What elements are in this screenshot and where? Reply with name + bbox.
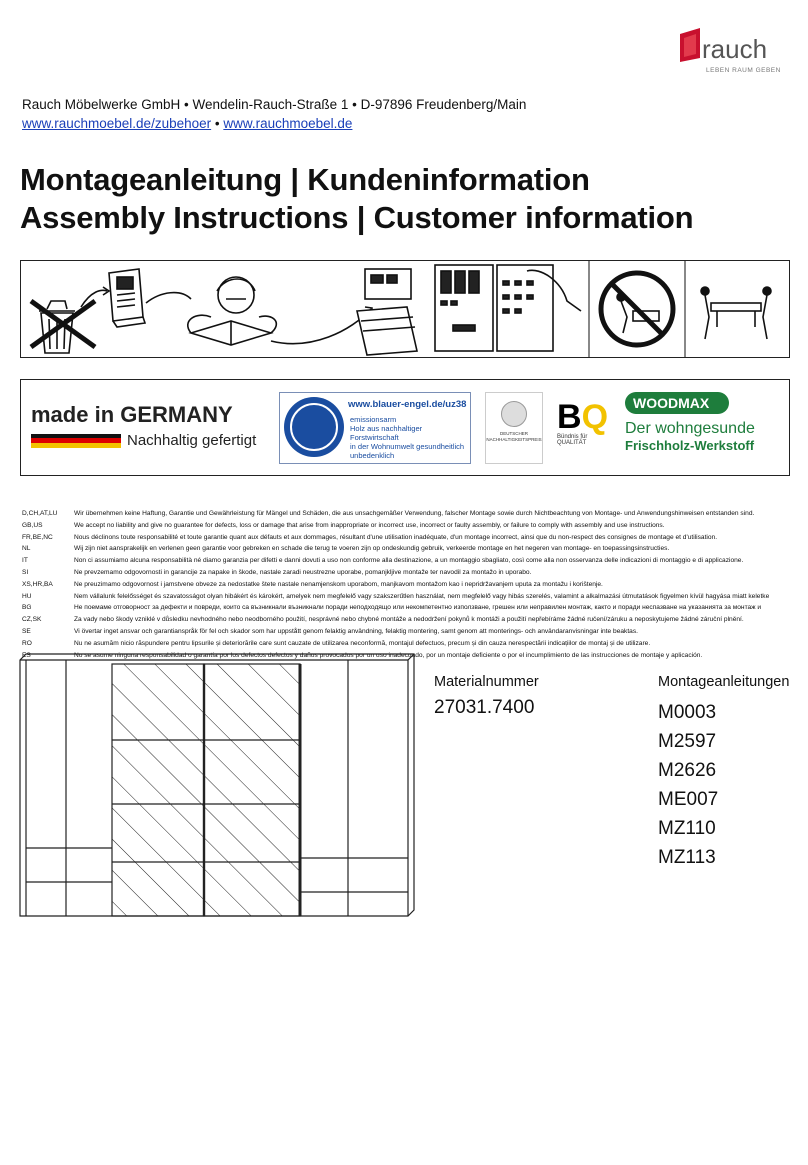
booklet-icon	[109, 269, 145, 327]
liability-disclaimer	[22, 508, 792, 661]
title-line-de: Montageanleitung | Kundeninformation	[20, 162, 590, 197]
blauer-engel-badge	[279, 392, 471, 464]
accessories-link[interactable]: www.rauchmoebel.de/zubehoer	[22, 116, 212, 131]
person-reading-icon	[188, 277, 277, 345]
disclaimer-row: SE Vi övertar inget ansvar och garantianspråk för fel och skador som har uppstått genom felaktig användning, felaktig montering, samt genom att monterings- och användaranvisningar inte beaktas.	[22, 627, 638, 635]
disclaimer-row: BG Не поемаме отговорност за дефекти и повреди, които са възникнали възникнали поради неподходящо или некомпетентно използване, грешен или неправилен монтаж, както и поради неспазване на указанията за монтаж и	[22, 604, 762, 612]
disclaimer-row: XS,HR,BA Ne preuzimamo odgovornost i jamstvene obveze za nedostatke štete nastale nenamjenskom uporabom, manjkavom montažom kao i nepridržavanjem uputa za montažu i korištenje.	[22, 580, 603, 588]
instruction-code: M0003	[658, 702, 717, 723]
material-number-label: Materialnummer	[434, 674, 539, 690]
instruction-code: M2626	[658, 760, 717, 781]
instruction-code: MZ113	[658, 847, 716, 868]
folder-icon	[357, 269, 417, 355]
bq-sub-text: Bündnis für QUALITÄT	[557, 434, 588, 446]
disclaimer-row: RO Nu ne asumăm nicio răspundere pentru lipsurile și deteriorările care sunt cauzate de utilizarea neconformă, montajul defectuos, precum și din cauza nerespectării indicațiilor de montaj și de utilizare.	[22, 639, 651, 647]
blauer-engel-url: www.blauer-engel.de/uz38	[348, 399, 467, 410]
disclaimer-row: NL Wij zijn niet aansprakelijk en verlenen geen garantie voor gebreken en schade die terug te voeren zijn op ondeskundig gebruik, verkeerde montage en het negeren van montage- en toepassingsinstructies.	[22, 545, 670, 553]
sustainability-award-badge	[485, 392, 543, 464]
company-address	[22, 95, 526, 133]
instruction-code: ME007	[658, 789, 719, 810]
certification-box	[20, 379, 790, 476]
be-point: emissionsarm	[350, 415, 397, 424]
rauch-logo	[662, 28, 792, 76]
disclaimer-row: HU Nem vállalunk felelősséget és szavatosságot olyan hibákért és károkért, amelyek nem megfelelő vagy szakszerűtlen használat, nem megfelelő vagy hibás szerelés, valamint a alkalmazási útmutatások figyelmen kívül hagyása miatt keletke	[22, 592, 770, 600]
arrow-icon	[146, 293, 191, 303]
woodmax-logo: WOODMAX	[625, 392, 729, 414]
material-number-value: 27031.7400	[434, 697, 535, 718]
instruction-code: M2597	[658, 731, 717, 752]
woodmax-sub2: Frischholz-Werkstoff	[625, 438, 755, 453]
disclaimer-row: SI Ne prevzemamo odgovornosti in garancije za napake in škode, nastale zaradi neustrezne uporabe, pomanjkljive montaže ter navodil za montažo in uporabo.	[22, 568, 532, 576]
bq-quality-badge: BQ Bündnis für QUALITÄT	[557, 398, 609, 446]
page-title	[20, 161, 693, 237]
disclaimer-row: IT Non ci assumiamo alcuna responsabilità né diamo garanzia per difetti e danni dovuti a uso non conforme alla destinazione, a un montaggio sbagliato, così come alla non osservanza delle indicazioni di montaggio e di applicazione.	[22, 557, 744, 565]
disclaimer-row: FR,BE,NC Nous déclinons toute responsabilité et toute garantie quant aux défauts et aux dommages, résultant d'une utilisation inadéquate, d'un montage incorrect, ainsi que du non-respect des consignes de montage et d'utilisation.	[22, 533, 718, 541]
brand-name: rauch	[702, 34, 768, 64]
link-separator: •	[211, 116, 224, 131]
instructions-label: Montageanleitungen	[658, 674, 790, 690]
title-line-en: Assembly Instructions | Customer information	[20, 200, 694, 235]
award-text: DEUTSCHER NACHHALTIGKEITSPREIS	[486, 431, 542, 442]
disclaimer-row: GB,US We accept no liability and give no guarantee for defects, loss or damage that arise from inappropriate or incorrect use, incorrect or faulty assembly, or failure to comply with assembly and use instructions.	[22, 521, 665, 529]
disclaimer-row: ES No se asume ninguna responsabilidad o garantía por los defectos defectos y daños provocados por un uso inadecuado, por un montaje deficiente o por el incumplimiento de las instrucciones de montaje y aplicación.	[22, 651, 703, 659]
address-line: Rauch Möbelwerke GmbH • Wendelin-Rauch-Straße 1 • D-97896 Freudenberg/Main	[22, 97, 527, 112]
arrow-icon	[271, 309, 371, 344]
blauer-engel-seal-icon	[284, 397, 344, 457]
document-hand-icon	[435, 265, 581, 351]
homepage-link[interactable]: www.rauchmoebel.de	[223, 116, 353, 131]
be-point: Holz aus nachhaltiger Forstwirtschaft	[350, 424, 423, 442]
two-persons-lifting-icon	[701, 287, 771, 339]
brand-tagline: LEBEN RAUM GEBEN	[706, 67, 781, 74]
wardrobe-drawing	[18, 652, 422, 922]
disclaimer-row: D,CH,AT,LU Wir übernehmen keine Haftung, Garantie und Gewährleistung für Mängel und Schäden, die aus unsachgemäßer Verwendung, falscher Montage sowie durch Nichtbeachtung von Montage- und Anwendungshinweisen entstanden sind.	[22, 510, 755, 517]
instructions-list	[658, 698, 718, 872]
pictogram-illustrations	[21, 261, 789, 357]
instruction-code: MZ110	[658, 818, 716, 839]
made-in-germany-badge	[31, 402, 281, 449]
no-single-person-icon	[601, 273, 673, 345]
trash-bin-crossed-icon	[31, 301, 95, 353]
award-medal-icon	[501, 401, 527, 427]
pictogram-box	[20, 260, 790, 358]
made-in-text: made in GERMANY	[31, 402, 233, 427]
woodmax-badge	[625, 392, 785, 453]
disclaimer-row: CZ,SK Za vady nebo škody vzniklé v důsledku nevhodného nebo neodborného použití, nesprávné nebo chybné montáže a nedodržení pokynů k montáži a použití nepřebíráme žádné ručení/záruku a neposkytujeme žádné záruční plnění.	[22, 616, 744, 624]
sustainable-text: Nachhaltig gefertigt	[127, 432, 257, 449]
german-flag-icon	[31, 434, 121, 448]
woodmax-sub1: Der wohngesunde	[625, 420, 755, 437]
be-point: in der Wohnumwelt gesundheitlich unbedenklich	[350, 442, 465, 460]
